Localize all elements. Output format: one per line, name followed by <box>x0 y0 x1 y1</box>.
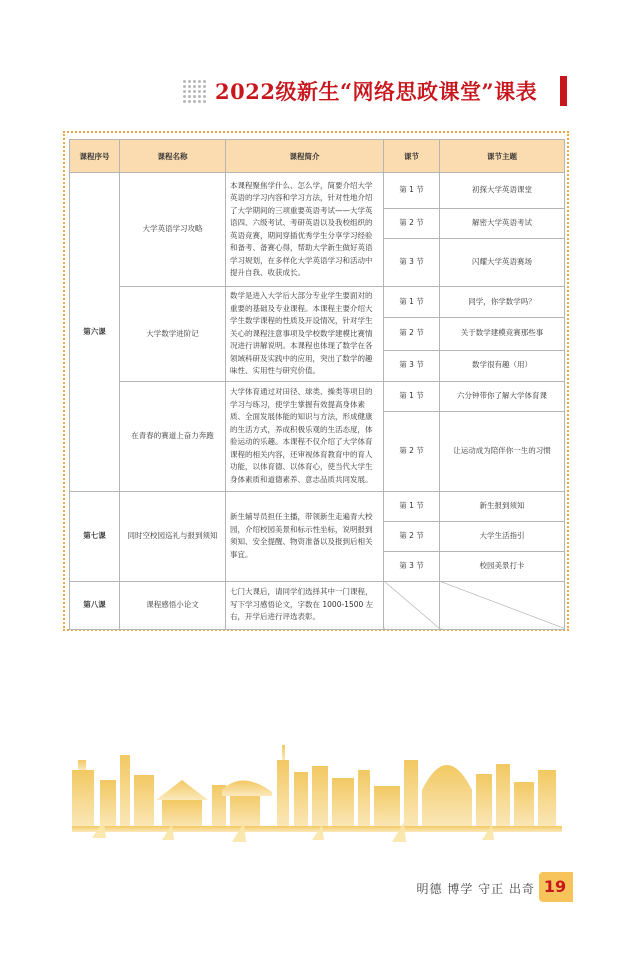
header-lesson-no: 课程序号 <box>70 140 120 173</box>
table-row <box>70 581 565 629</box>
course-intro: 大学体育通过对田径、球类、操类等项目的学习与练习，使学生掌握有效提高身体素质、全面发展体能的知识与方法，形成健康的生活方式，养成积极乐观的生活态度，体验运动的乐趣。本课程不仅介绍了大学体育课程的相关内容，还审视体育教育中的育人功能，以体育德、以体育心，使当代大学生身体素质和道德素养、意志品质共同发展。 <box>226 381 384 491</box>
session-no: 第 1 节 <box>384 173 440 209</box>
lesson-label: 第六课 <box>70 173 120 492</box>
empty-topic-cell <box>440 581 565 629</box>
course-name: 大学数学进阶记 <box>120 287 226 382</box>
table-row <box>70 287 565 318</box>
course-name: 同时空校园巡礼与报到须知 <box>120 491 226 581</box>
header-session-topic: 课节主题 <box>440 140 565 173</box>
course-name: 大学英语学习攻略 <box>120 173 226 287</box>
session-no: 第 2 节 <box>384 411 440 491</box>
session-no: 第 1 节 <box>384 381 440 411</box>
session-no: 第 2 节 <box>384 317 440 350</box>
page-title: 2022级新生“网络思政课堂”课表 <box>215 79 538 104</box>
session-topic: 关于数学建模竞赛那些事 <box>440 317 565 350</box>
session-topic: 初探大学英语课堂 <box>440 173 565 209</box>
session-topic: 解密大学英语考试 <box>440 209 565 239</box>
table-row <box>70 173 565 209</box>
city-skyline-illustration <box>72 730 562 850</box>
school-motto: 明德 博学 守正 出奇 <box>416 882 535 896</box>
session-no: 第 3 节 <box>384 239 440 287</box>
page-number: 19 <box>543 877 567 896</box>
schedule-table <box>69 139 565 630</box>
session-no: 第 3 节 <box>384 350 440 381</box>
session-no: 第 1 节 <box>384 287 440 318</box>
session-topic: 同学，你学数学吗？ <box>440 287 565 318</box>
table-row <box>70 381 565 411</box>
session-topic: 校园美景打卡 <box>440 551 565 581</box>
course-name: 在青春的赛道上奋力奔跑 <box>120 381 226 491</box>
course-intro: 新生辅导员担任主播，带领新生走遍青大校园，介绍校园美景和标示性坐标，说明报到须知、安全提醒、物资准备以及报到后相关事宜。 <box>226 491 384 581</box>
course-intro: 本课程聚焦学什么、怎么学，简要介绍大学英语的学习内容和学习方法，针对性地介绍了大学期间的三项重要英语考试——大学英语四、六级考试、考研英语以及我校组织的英语竞赛，期间穿插优秀学生分享学习经验和备考、备赛心得，帮助大学新生做好英语学习规划，在多样化大学英语学习和活动中提升自我、收获成长。 <box>226 173 384 287</box>
session-topic: 六分钟带你了解大学体育课 <box>440 381 565 411</box>
session-topic: 新生报到须知 <box>440 491 565 521</box>
table-header-row <box>70 140 565 173</box>
course-intro: 七门大课后，请同学们选择其中一门课程，写下学习感悟论文，字数在 1000-1500 左右，开学后进行评选表彰。 <box>226 581 384 629</box>
session-no: 第 2 节 <box>384 209 440 239</box>
page-header <box>0 72 635 112</box>
session-topic: 大学生活指引 <box>440 521 565 551</box>
session-topic: 闪耀大学英语赛场 <box>440 239 565 287</box>
course-intro: 数学是进入大学后大部分专业学生要面对的重要的基础及专业课程。本课程主要介绍大学生数学课程的性质及开设情况，针对学生关心的课程注意事项及学校数学建模比赛情况进行讲解说明。本课程也体现了数学在各领域科研及实践中的应用，突出了数学的趣味性、实用性与研究价值。 <box>226 287 384 382</box>
lesson-label: 第七课 <box>70 491 120 581</box>
session-no: 第 2 节 <box>384 521 440 551</box>
session-no: 第 3 节 <box>384 551 440 581</box>
session-topic: 让运动成为陪伴你一生的习惯 <box>440 411 565 491</box>
header-session: 课节 <box>384 140 440 173</box>
session-no: 第 1 节 <box>384 491 440 521</box>
header-course-name: 课程名称 <box>120 140 226 173</box>
header-course-intro: 课程简介 <box>226 140 384 173</box>
lesson-label: 第八课 <box>70 581 120 629</box>
course-name: 课程感悟小论文 <box>120 581 226 629</box>
session-topic: 数学很有趣（用） <box>440 350 565 381</box>
empty-session-cell <box>384 581 440 629</box>
table-row <box>70 491 565 521</box>
title-accent-bar <box>560 76 567 106</box>
dot-grid-icon <box>183 80 207 104</box>
